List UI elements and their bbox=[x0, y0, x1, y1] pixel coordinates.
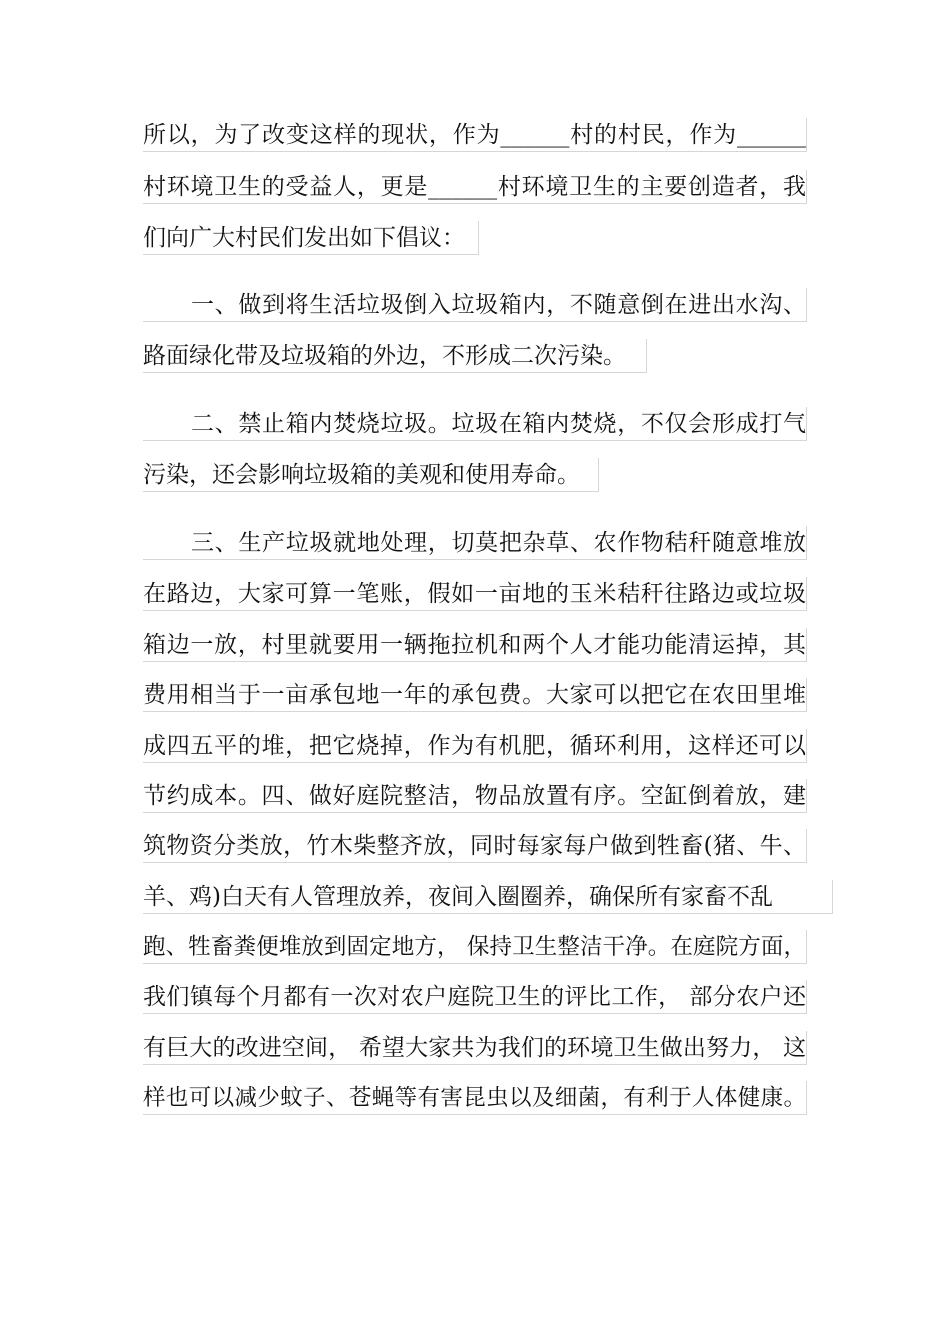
text-line: 有巨大的改进空间， 希望大家共为我们的环境卫生做出努力， 这 bbox=[143, 1031, 807, 1065]
text-line: 成四五平的堆，把它烧掉，作为有机肥，循环利用，这样还可以 bbox=[143, 729, 807, 763]
text-line: 费用相当于一亩承包地一年的承包费。大家可以把它在农田里堆 bbox=[143, 678, 807, 712]
text-line: 节约成本。四、做好庭院整洁，物品放置有序。空缸倒着放，建 bbox=[143, 779, 807, 813]
text-line: 村环境卫生的受益人，更是______村环境卫生的主要创造者，我 bbox=[143, 170, 807, 204]
text-line: 箱边一放，村里就要用一辆拖拉机和两个人才能功能清运掉，其 bbox=[143, 628, 807, 662]
text-line: 样也可以减少蚊子、苍蝇等有害昆虫以及细菌，有利于人体健康。 bbox=[143, 1081, 807, 1115]
text-line: 二、禁止箱内焚烧垃圾。垃圾在箱内焚烧，不仅会形成打气 bbox=[143, 407, 807, 441]
text-line: 所以，为了改变这样的现状，作为______村的村民，作为______ bbox=[143, 118, 807, 152]
text-line: 在路边，大家可算一笔账，假如一亩地的玉米秸秆往路边或垃圾 bbox=[143, 577, 807, 611]
text-line: 们向广大村民们发出如下倡议： bbox=[143, 221, 479, 255]
text-line: 污染，还会影响垃圾箱的美观和使用寿命。 bbox=[143, 458, 599, 492]
text-line: 筑物资分类放，竹木柴整齐放，同时每家每户做到牲畜(猪、牛、 bbox=[143, 829, 807, 863]
text-line: 跑、牲畜粪便堆放到固定地方， 保持卫生整洁干净。在庭院方面， bbox=[143, 930, 807, 964]
text-line: 一、做到将生活垃圾倒入垃圾箱内，不随意倒在进出水沟、 bbox=[143, 288, 807, 322]
text-line: 我们镇每个月都有一次对农户庭院卫生的评比工作， 部分农户还 bbox=[143, 980, 807, 1014]
text-line: 三、生产垃圾就地处理，切莫把杂草、农作物秸秆随意堆放 bbox=[143, 526, 807, 560]
text-line: 路面绿化带及垃圾箱的外边，不形成二次污染。 bbox=[143, 339, 647, 373]
text-line: 羊、鸡)白天有人管理放养，夜间入圈圈养，确保所有家畜不乱 bbox=[143, 880, 833, 914]
